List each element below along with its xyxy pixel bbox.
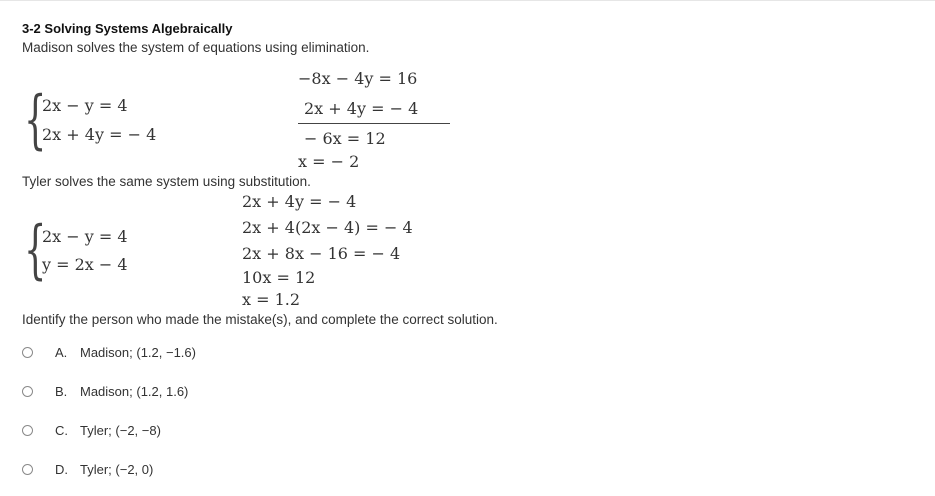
- tyler-work-line-1: 2x + 4y = − 4: [242, 192, 357, 211]
- tyler-intro: Tyler solves the same system using substitution.: [22, 174, 311, 189]
- radio-button-b[interactable]: [22, 386, 33, 397]
- madison-intro: Madison solves the system of equations using elimination.: [22, 40, 370, 55]
- option-d-text: Tyler; (−2, 0): [80, 461, 154, 477]
- tyler-work-line-2: 2x + 4(2x − 4) = − 4: [242, 218, 413, 237]
- tyler-work-line-5: x = 1.2: [242, 290, 301, 309]
- madison-system-brace: {: [24, 83, 47, 157]
- option-c[interactable]: [22, 420, 161, 440]
- option-c-text: Tyler; (−2, −8): [80, 422, 161, 438]
- option-b[interactable]: [22, 381, 188, 401]
- madison-system-eq-1: 2x − y = 4: [42, 96, 128, 115]
- option-b-text: Madison; (1.2, 1.6): [80, 383, 189, 399]
- question-prompt: Identify the person who made the mistake(s), and complete the correct solution.: [22, 312, 498, 327]
- page-title: 3-2 Solving Systems Algebraically: [22, 21, 233, 36]
- option-a-text: Madison; (1.2, −1.6): [80, 344, 196, 360]
- option-a-letter: A.: [55, 344, 68, 360]
- tyler-system-eq-1: 2x − y = 4: [42, 227, 128, 246]
- tyler-work-line-4: 10x = 12: [242, 268, 316, 287]
- madison-system-eq-2: 2x + 4y = − 4: [42, 125, 157, 144]
- madison-work-line-1: −8x − 4y = 16: [298, 69, 418, 88]
- madison-work-line-2: 2x + 4y = − 4: [304, 99, 419, 118]
- tyler-system-brace: {: [24, 213, 47, 287]
- tyler-work-line-3: 2x + 8x − 16 = − 4: [242, 244, 401, 263]
- radio-button-a[interactable]: [22, 347, 33, 358]
- radio-button-c[interactable]: [22, 425, 33, 436]
- tyler-system-eq-2: y = 2x − 4: [42, 255, 128, 274]
- option-a[interactable]: [22, 342, 196, 362]
- option-d[interactable]: [22, 459, 153, 479]
- option-d-letter: D.: [55, 461, 68, 477]
- madison-sum-rule: [298, 123, 450, 124]
- madison-work-line-4: x = − 2: [298, 152, 360, 171]
- radio-button-d[interactable]: [22, 464, 33, 475]
- option-c-letter: C.: [55, 422, 68, 438]
- option-b-letter: B.: [55, 383, 68, 399]
- madison-work-line-3: − 6x = 12: [304, 129, 386, 148]
- top-divider: [0, 0, 935, 1]
